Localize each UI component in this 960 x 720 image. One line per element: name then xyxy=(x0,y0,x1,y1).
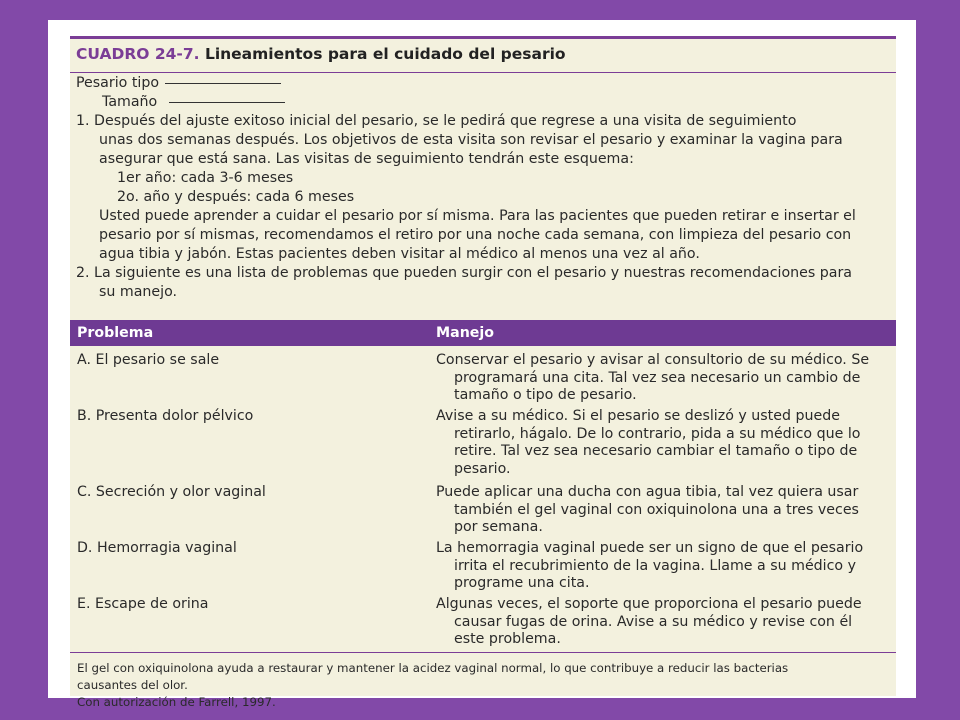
col-header-management: Manejo xyxy=(436,325,495,341)
table-header xyxy=(70,320,896,346)
problem-b: B. Presenta dolor pélvico xyxy=(77,408,254,424)
management-d: La hemorragia vaginal puede ser un signo de que el pesario irrita el recubrimiento de la vagina. Llame a su médico y programe una cita. xyxy=(436,540,864,591)
management-a: Conservar el pesario y avisar al consultorio de su médico. Se programará una cita. Tal vez sea necesario un cambio de tamaño o tipo de pesario. xyxy=(436,352,870,403)
problem-e: E. Escape de orina xyxy=(77,596,209,612)
management-e: Algunas veces, el soporte que proporciona el pesario puede causar fugas de orina. Avise a su médico y revise con él este problema. xyxy=(436,596,862,647)
intro-line: unas dos semanas después. Los objetivos de esta visita son revisar el pesario y examinar la vagina para xyxy=(99,132,843,148)
schedule-line: 1er año: cada 3-6 meses xyxy=(117,170,294,186)
table-title-text: Lineamientos para el cuidado del pesario xyxy=(204,45,566,63)
management-b: Avise a su médico. Si el pesario se deslizó y usted puede retirarlo, hágalo. De lo contrario, pida a su médico que lo retire. Tal vez sea necesario cambiar el tamaño o tipo de pesario. xyxy=(436,408,861,477)
footnote-line: El gel con oxiquinolona ayuda a restaurar y mantener la acidez vaginal normal, lo que contribuye a reducir las bacterias xyxy=(77,661,789,675)
table-box xyxy=(70,36,896,709)
title-divider xyxy=(70,72,896,73)
intro-line: 1. Después del ajuste exitoso inicial del pesario, se le pedirá que regrese a una visita de seguimiento xyxy=(76,113,797,129)
intro-line: 2. La siguiente es una lista de problemas que pueden surgir con el pesario y nuestras recomendaciones para xyxy=(76,265,852,281)
slide-frame xyxy=(48,20,916,709)
intro-line: Usted puede aprender a cuidar el pesario por sí misma. Para las pacientes que pueden retirar e insertar el xyxy=(99,208,856,224)
intro-line: pesario por sí mismas, recomendamos el retiro por una noche cada semana, con limpieza del pesario con xyxy=(99,227,852,243)
schedule-line: 2o. año y después: cada 6 meses xyxy=(117,189,355,205)
col-header-problem: Problema xyxy=(77,325,154,341)
table-number: CUADRO 24-7. xyxy=(76,45,200,63)
field-size: Tamaño xyxy=(102,93,285,112)
footnote-credit: Con autorización de Farrell, 1997. xyxy=(77,695,276,709)
footnote-line: causantes del olor. xyxy=(77,678,188,692)
field-type: Pesario tipo xyxy=(76,74,281,93)
problem-d: D. Hemorragia vaginal xyxy=(77,540,237,556)
intro-line: su manejo. xyxy=(99,284,178,300)
intro-line: asegurar que está sana. Las visitas de seguimiento tendrán este esquema: xyxy=(99,151,634,167)
table-footnote xyxy=(77,660,889,711)
intro-line: agua tibia y jabón. Estas pacientes deben visitar al médico al menos una vez al año. xyxy=(99,246,700,262)
problem-a: A. El pesario se sale xyxy=(77,352,220,368)
footer-divider xyxy=(70,652,896,653)
table-title xyxy=(70,36,896,72)
management-c: Puede aplicar una ducha con agua tibia, tal vez quiera usar también el gel vaginal con oxiquinolona una a tres veces por semana. xyxy=(436,484,859,535)
problem-c: C. Secreción y olor vaginal xyxy=(77,484,266,500)
